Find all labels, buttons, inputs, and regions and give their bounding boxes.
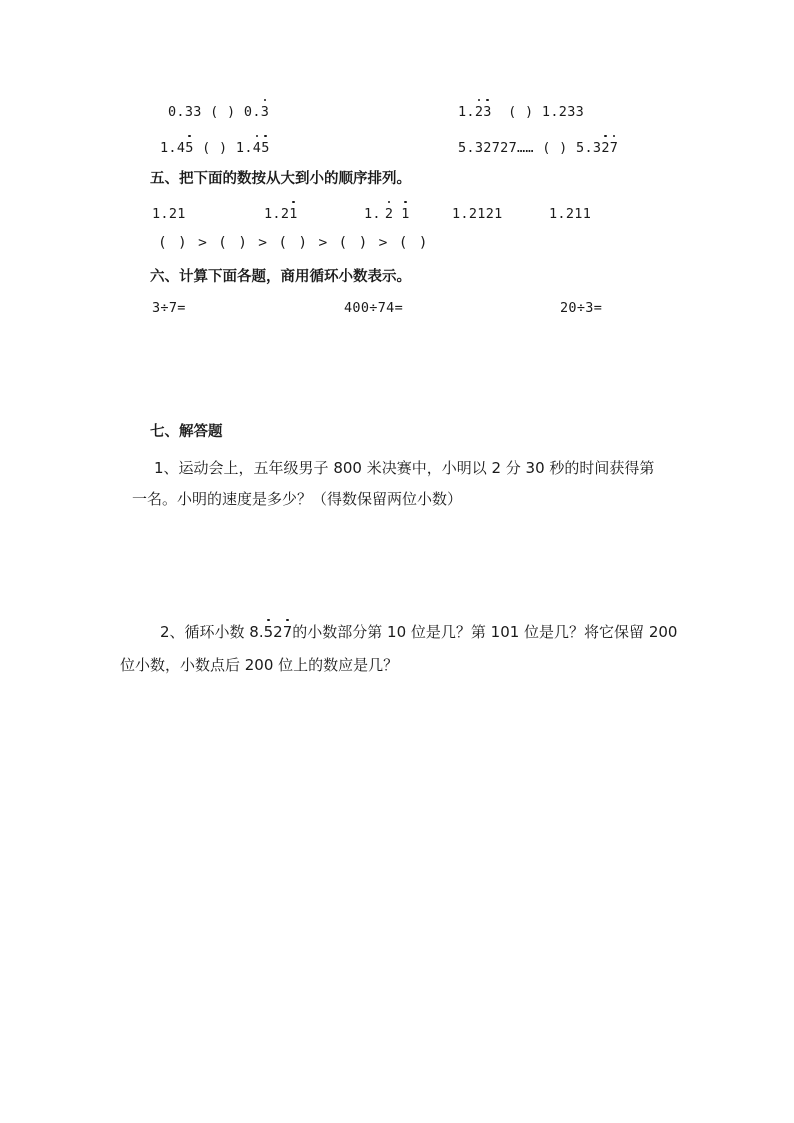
repeating-digit: 3 bbox=[483, 104, 492, 120]
number-text: 1.233 bbox=[541, 104, 585, 120]
number-text: 5.32727…… bbox=[458, 140, 534, 156]
division-problem: 20÷3= bbox=[560, 300, 603, 316]
repeating-digit: 7 bbox=[609, 140, 619, 156]
answer-paren: ( ) bbox=[210, 104, 236, 120]
repeating-digit: 1 bbox=[401, 206, 410, 222]
question-text: 2、循环小数 8. bbox=[160, 623, 264, 641]
repeating-digit: 5 bbox=[261, 140, 270, 156]
question-1-line-2: 一名。小明的速度是多少？（得数保留两位小数） bbox=[132, 490, 463, 508]
repeating-digit: 5 bbox=[263, 623, 274, 641]
number-int: 1. bbox=[458, 104, 475, 120]
repeating-digit: 7 bbox=[282, 623, 293, 641]
number-item bbox=[364, 204, 410, 224]
compare-row2-left bbox=[160, 138, 270, 158]
repeating-digit: 2 bbox=[384, 206, 394, 222]
answer-paren: ( ) bbox=[202, 140, 228, 156]
number-item bbox=[264, 204, 298, 224]
number-int: 1.4 bbox=[160, 140, 186, 156]
compare-row1-left bbox=[168, 102, 269, 122]
number-item: 1.2121 bbox=[452, 206, 503, 222]
answer-paren: ( ) bbox=[542, 140, 568, 156]
question-2-line-1 bbox=[160, 622, 677, 642]
section-title: 五、把下面的数按从大到小的顺序排列。 bbox=[150, 171, 411, 187]
number-int: 0. bbox=[243, 104, 261, 120]
section-title: 六、计算下面各题，商用循环小数表示。 bbox=[150, 269, 411, 285]
number-int: 1. bbox=[364, 206, 381, 222]
number-int: 5.3 bbox=[576, 140, 602, 156]
repeating-digit: 2 bbox=[601, 140, 610, 156]
ordering-blanks: ( ) > ( ) > ( ) > ( ) > ( ) bbox=[158, 235, 428, 251]
division-problem: 400÷74= bbox=[344, 300, 403, 316]
question-text: 的小数部分第 10 位是几？第 101 位是几？将它保留 200 bbox=[292, 623, 678, 641]
compare-row1-right bbox=[458, 102, 584, 122]
number-text: 0.33 bbox=[168, 104, 202, 120]
division-problem: 3÷7= bbox=[152, 300, 186, 316]
section-title: 七、解答题 bbox=[150, 424, 223, 440]
repeating-digit: 5 bbox=[185, 140, 194, 156]
repeating-digit: 2 bbox=[474, 104, 484, 120]
question-2-line-2: 位小数，小数点后 200 位上的数应是几？ bbox=[120, 656, 399, 674]
number-int: 1. bbox=[235, 140, 253, 156]
compare-row2-right bbox=[458, 138, 618, 158]
question-1-line-1: 1、运动会上，五年级男子 800 米决赛中，小明以 2 分 30 秒的时间获得第 bbox=[154, 459, 655, 477]
repeating-digit: 4 bbox=[252, 140, 262, 156]
repeating-digit: 1 bbox=[289, 206, 298, 222]
number-int: 1.2 bbox=[264, 206, 290, 222]
number-item: 1.21 bbox=[152, 206, 186, 222]
repeating-digit: 3 bbox=[260, 104, 270, 120]
answer-paren: ( ) bbox=[508, 104, 534, 120]
number-digit: 2 bbox=[273, 623, 283, 641]
number-item: 1.211 bbox=[549, 206, 592, 222]
